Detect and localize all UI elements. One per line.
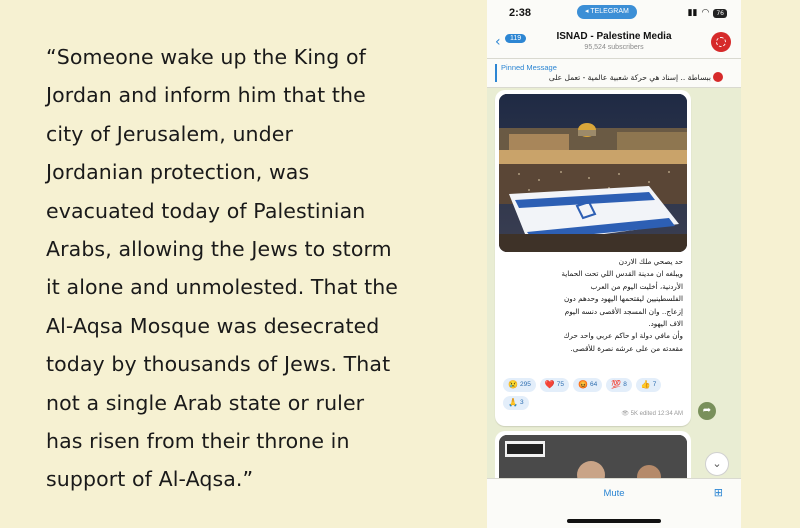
message-text: [503, 256, 683, 355]
quote-line: city of Jerusalem, under: [46, 121, 293, 146]
battery-icon: 76: [713, 9, 727, 18]
reaction-pray[interactable]: [503, 396, 529, 410]
message-line: مقعدته من على عرشه نصرة للأقصى.: [570, 343, 683, 353]
home-indicator: [567, 519, 661, 523]
quote-line: Al-Aqsa Mosque was desecrated: [46, 313, 380, 338]
quote-line: Jordan and inform him that the: [46, 83, 366, 108]
reactions-row: [503, 378, 673, 410]
quote-line: Jordanian protection, was: [46, 160, 310, 185]
status-icons: [688, 8, 727, 18]
reaction-heart[interactable]: [540, 378, 569, 392]
bottom-bar: [487, 478, 741, 528]
status-time: 2:38: [509, 7, 532, 19]
subscriber-count: 95,524 subscribers: [584, 44, 644, 51]
quote-line: “Someone wake up the King of: [46, 45, 366, 69]
mute-button[interactable]: Mute: [603, 488, 625, 499]
back-chevron-icon[interactable]: ‹: [495, 34, 501, 50]
reaction-angry[interactable]: [573, 378, 602, 392]
message-line: وأن مافي دولة او حاكم عربي واحد حرك: [563, 331, 683, 341]
quote-line: evacuated today of Palestinian: [46, 198, 366, 223]
chat-header: [487, 26, 741, 59]
share-arrow-icon[interactable]: ➦: [698, 402, 716, 420]
pinned-text: ببساطة .. إسناد هي حركة شعبية عالمية - تعمل على: [548, 73, 711, 82]
message-line: حد يصحي ملك الاردن: [618, 257, 683, 266]
pinned-message-bar[interactable]: [487, 59, 741, 88]
quote-line: today by thousands of Jews. That: [46, 352, 391, 377]
channel-title[interactable]: ISNAD - Palestine Media: [556, 31, 672, 42]
quote-line: it alone and unmolested. That the: [46, 275, 399, 300]
signal-icon: ▮▮: [687, 8, 698, 18]
folded-hands-icon: 🙏: [508, 398, 518, 407]
reaction-count: 7: [652, 381, 657, 388]
status-bar: [487, 0, 741, 26]
return-to-telegram-pill[interactable]: ◂ TELEGRAM: [577, 5, 637, 19]
hundred-points-icon: 💯: [611, 380, 622, 389]
message-line: الفلسطينيين ليقتحمها اليهود وحدهم دون: [563, 294, 683, 304]
reaction-count: 8: [623, 381, 627, 388]
quote-line: Arabs, allowing the Jews to storm: [46, 237, 392, 262]
pinned-label: Pinned Message: [501, 63, 557, 72]
scroll-down-chevron-icon[interactable]: ⌄: [705, 452, 729, 476]
thumbs-up-icon: 👍: [640, 380, 651, 389]
message-photo[interactable]: [499, 94, 687, 252]
crying-face-icon: 😢: [508, 380, 518, 389]
pinned-emoji-icon: [713, 72, 723, 82]
reaction-count: 64: [590, 381, 598, 388]
heart-icon: ❤️: [544, 380, 555, 389]
message-line: ويبلغه ان مدينة القدس اللي تحت الحماية: [561, 269, 683, 279]
unread-count-badge[interactable]: 119: [505, 34, 526, 43]
angry-face-icon: 😡: [578, 380, 588, 389]
reaction-crying[interactable]: [503, 378, 536, 392]
reaction-thumbs-up[interactable]: [636, 378, 662, 392]
message-bubble[interactable]: [495, 90, 691, 426]
quote-line: not a single Arab state or ruler: [46, 390, 365, 415]
quote-line: support of Al-Aqsa.”: [46, 467, 254, 492]
message-meta: 👁 5K edited 12:34 AM: [621, 411, 683, 417]
message-line: الأردنية، أخليت اليوم من العرب: [590, 281, 683, 291]
western-wall-crowd-image: [499, 94, 687, 252]
reaction-hundred[interactable]: [606, 378, 632, 392]
pinned-indicator: [495, 64, 497, 82]
reaction-count: 75: [556, 381, 565, 388]
quote-text: [46, 38, 446, 499]
reaction-count: 3: [519, 399, 524, 406]
message-line: إزعاج.. وان المسجد الأقصى دنسه اليوم: [564, 306, 683, 316]
gift-icon[interactable]: ⊞: [713, 486, 723, 499]
quote-line: has risen from their throne in: [46, 429, 350, 454]
message-line: الاف اليهود.: [648, 319, 683, 329]
reaction-count: 295: [519, 381, 531, 388]
wifi-icon: ◠: [701, 8, 710, 18]
channel-avatar[interactable]: [711, 32, 731, 52]
phone-screenshot: [487, 0, 741, 528]
